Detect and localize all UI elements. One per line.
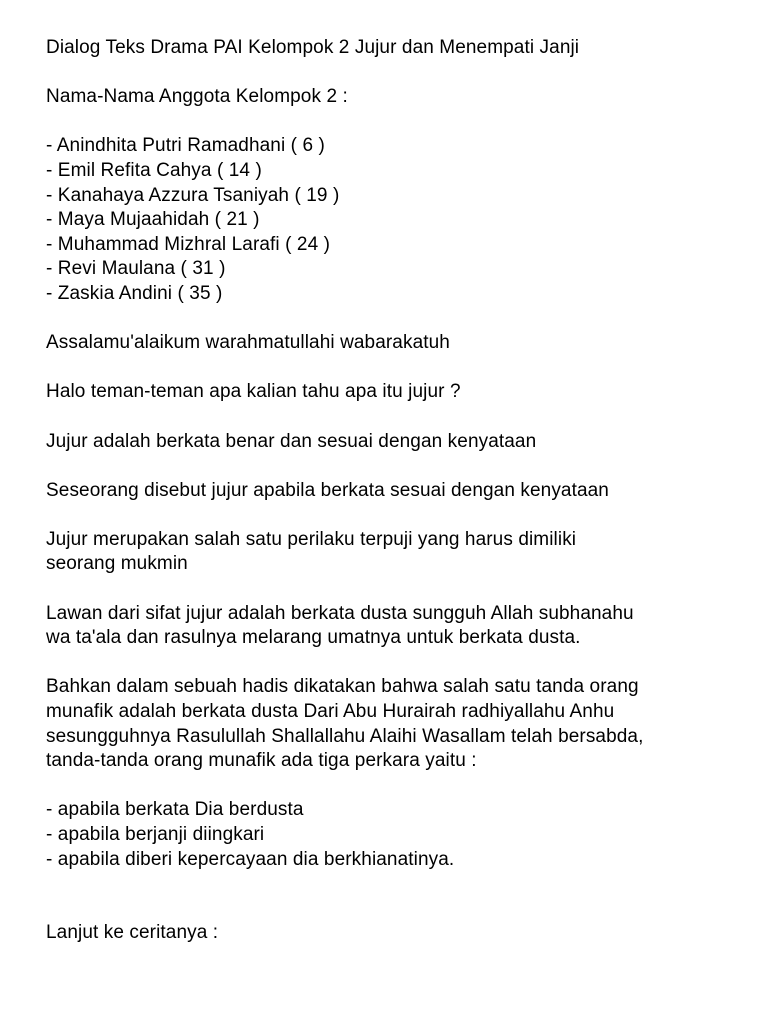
spacer: [46, 503, 736, 528]
spacer: [46, 356, 736, 381]
member-item: - Anindhita Putri Ramadhani ( 6 ): [46, 135, 325, 157]
spacer: [46, 577, 736, 602]
greeting-line: Assalamu'alaikum warahmatullahi wabarakatuh: [46, 332, 450, 354]
explanation-line: Seseorang disebut jujur apabila berkata sesuai dengan kenyataan: [46, 479, 609, 501]
spacer: [46, 651, 736, 676]
munafik-signs-list: [46, 798, 736, 872]
member-item: - Emil Refita Cahya ( 14 ): [46, 159, 262, 181]
continue-line: Lanjut ke ceritanya :: [46, 922, 219, 944]
document-title: Dialog Teks Drama PAI Kelompok 2 Jujur dan Menempati Janji: [46, 37, 580, 58]
spacer: [46, 405, 736, 430]
members-list: [46, 134, 736, 306]
paragraph-dusta: [46, 602, 736, 651]
paragraph-line: wa ta'ala dan rasulnya melarang umatnya untuk berkata dusta.: [46, 627, 581, 649]
munafik-sign-item: - apabila berjanji diingkari: [46, 824, 265, 845]
spacer: [46, 774, 736, 799]
paragraph-line: Jujur merupakan salah satu perilaku terpuji yang harus dimiliki: [46, 528, 577, 550]
member-item: - Muhammad Mizhral Larafi ( 24 ): [46, 233, 331, 255]
paragraph-line: munafik adalah berkata dusta Dari Abu Hurairah radhiyallahu Anhu: [46, 701, 615, 723]
paragraph-line: Bahkan dalam sebuah hadis dikatakan bahwa salah satu tanda orang: [46, 676, 639, 698]
paragraph-line: seorang mukmin: [46, 553, 188, 575]
paragraph-line: sesungguhnya Rasulullah Shallallahu Alaihi Wasallam telah bersabda,: [46, 725, 644, 747]
paragraph-line: tanda-tanda orang munafik ada tiga perkara yaitu :: [46, 750, 477, 772]
members-heading: Nama-Nama Anggota Kelompok 2 :: [46, 86, 348, 108]
paragraph-hadis: [46, 675, 736, 773]
document-page: [46, 36, 736, 946]
member-item: - Revi Maulana ( 31 ): [46, 258, 226, 280]
spacer: [46, 110, 736, 135]
spacer: [46, 454, 736, 479]
spacer: [46, 307, 736, 332]
munafik-sign-item: - apabila berkata Dia berdusta: [46, 799, 304, 821]
definition-line: Jujur adalah berkata benar dan sesuai dengan kenyataan: [46, 430, 537, 452]
paragraph-line: Lawan dari sifat jujur adalah berkata dusta sungguh Allah subhanahu: [46, 602, 634, 624]
spacer: [46, 872, 736, 921]
member-item: - Zaskia Andini ( 35 ): [46, 282, 223, 304]
spacer: [46, 61, 736, 86]
member-item: - Maya Mujaahidah ( 21 ): [46, 209, 260, 231]
munafik-sign-item: - apabila diberi kepercayaan dia berkhianatinya.: [46, 848, 455, 870]
member-item: - Kanahaya Azzura Tsaniyah ( 19 ): [46, 184, 340, 206]
paragraph-mukmin: [46, 528, 736, 577]
question-line: Halo teman-teman apa kalian tahu apa itu jujur ?: [46, 381, 461, 403]
